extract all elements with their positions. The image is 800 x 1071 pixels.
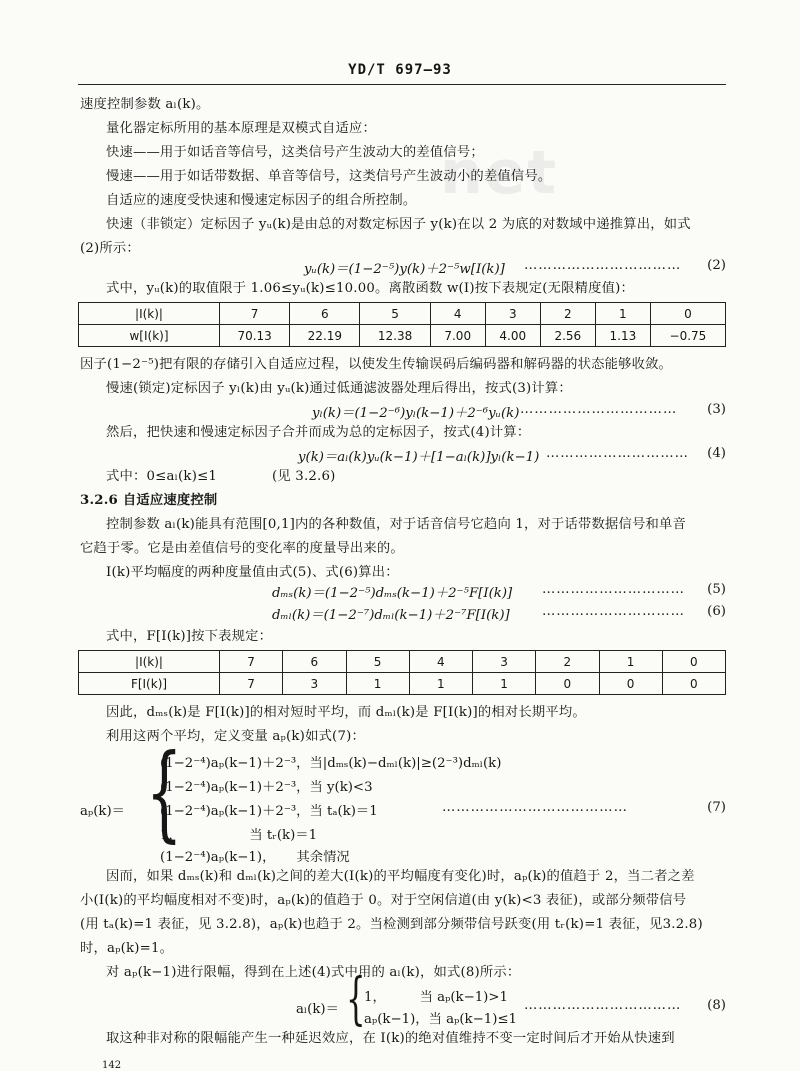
table-cell: 0 (599, 673, 662, 695)
table-cell: 3 (283, 673, 346, 695)
table-cell: 4.00 (485, 325, 540, 347)
table-cell: 2 (540, 303, 595, 325)
para-slow-factor: 慢速(锁定)定标因子 yₗ(k)由 yᵤ(k)通过低通滤波器处理后得出，按式(3)计算： (106, 381, 572, 396)
table-row (79, 325, 726, 347)
page-header: YD/T 697—93 (348, 62, 452, 78)
para-thus-3: (用 tₐ(k)=1 表征，见 3.2.8)，aₚ(k)也趋于 2。当检测到部分频带信号跃变(用 tᵣ(k)=1 表征，见3.2.8) (80, 917, 703, 932)
table-cell: 0 (536, 673, 599, 695)
table-cell: 2 (536, 651, 599, 673)
para-speed-control: 自适应的速度受快速和慢速定标因子的组合所控制。 (106, 193, 417, 208)
equation-7-number: (7) (707, 800, 726, 815)
table-cell: |I(k)| (79, 303, 220, 325)
table-cell: 6 (283, 651, 346, 673)
para-slow: 慢速——用于如话带数据、单音等信号，这类信号产生波动小的差值信号。 (106, 169, 552, 184)
equation-7-case: (1−2⁻⁴)aₚ(k−1)， 其余情况 (160, 850, 350, 865)
table-cell: 1 (473, 673, 536, 695)
para-short-long-avg: 因此，dₘₛ(k)是 F[I(k)]的相对短时平均，而 dₘₗ(k)是 F[I(k)]的相对长期平均。 (106, 705, 586, 720)
para-thus-4: 时，aₚ(k)=1。 (80, 941, 174, 956)
equation-8-leader: …………………………… (524, 998, 682, 1013)
para-convergence: 因子(1−2⁻⁵)把有限的存储引入自适应过程，以使发生传输误码后编码器和解码器的状态能够收敛。 (80, 357, 673, 372)
table-row (79, 651, 726, 673)
table-cell: 4 (409, 651, 472, 673)
equation-5: dₘₛ(k)＝(1−2⁻⁵)dₘₛ(k−1)＋2⁻⁵F[I(k)] (272, 586, 513, 601)
equation-7-leader: ………………………………… (442, 800, 628, 815)
equation-8-case: aₚ(k−1)，当 aₚ(k−1)≤1 (364, 1012, 517, 1027)
equation-7-case: (1−2⁻⁴)aₚ(k−1)＋2⁻³，当|dₘₛ(k)−dₘₗ(k)|≥(2⁻³)dₘₗ(k) (160, 756, 502, 771)
table-cell: 1.13 (595, 325, 650, 347)
table-cell: 5 (346, 651, 409, 673)
para-control-param-cont: 它趋于零。它是由差值信号的变化率的度量导出来的。 (80, 541, 404, 556)
para-limit: 对 aₚ(k−1)进行限幅，得到在上述(4)式中用的 aₗ(k)，如式(8)所示： (106, 965, 521, 980)
table-cell: 4 (430, 303, 485, 325)
table-cell: 7.00 (430, 325, 485, 347)
para-define-ap: 利用这两个平均，定义变量 aₚ(k)如式(7)： (106, 729, 365, 744)
equation-3: yₗ(k)＝(1−2⁻⁶)yₗ(k−1)＋2⁻⁶yᵤ(k) (312, 406, 520, 421)
equation-8-case: 1， 当 aₚ(k−1)>1 (364, 990, 508, 1005)
page-number: 142 (102, 1060, 122, 1071)
para-see-ref: (见 3.2.6) (272, 469, 336, 484)
table-cell: 2.56 (540, 325, 595, 347)
table-cell: 3 (485, 303, 540, 325)
equation-6-number: (6) (707, 604, 726, 619)
table-cell: −0.75 (650, 325, 725, 347)
section-heading: 3.2.6 自适应速度控制 (80, 493, 218, 508)
table-cell: 6 (290, 303, 360, 325)
equation-7-lhs: aₚ(k)＝ (80, 804, 125, 819)
table-cell: 70.13 (220, 325, 290, 347)
table-cell: 12.38 (360, 325, 430, 347)
para-fast: 快速——用于如话音等信号，这类信号产生波动大的差值信号； (106, 145, 484, 160)
table-cell: 7 (220, 651, 283, 673)
para-control-param: 控制参数 aₗ(k)能具有范围[0,1]内的各种数值，对于话音信号它趋向 1，对于话带数据信号和单音 (106, 517, 687, 532)
para-fast-factor-cont: (2)所示： (80, 241, 140, 256)
equation-8-brace: { (346, 967, 366, 1032)
para-avg-measures: I(k)平均幅度的两种度量值由式(5)、式(6)算出： (106, 565, 399, 580)
equation-2-number: (2) (707, 258, 726, 273)
para-asymmetric-limit: 取这种非对称的限幅能产生一种延迟效应，在 I(k)的绝对值维持不变一定时间后才开始从快速到 (106, 1031, 675, 1046)
equation-3-leader: …………………………… (520, 402, 678, 417)
table-cell: 7 (220, 303, 290, 325)
para-combine: 然后，把快速和慢速定标因子合并而成为总的定标因子，按式(4)计算： (106, 425, 531, 440)
table-cell: 1 (599, 651, 662, 673)
equation-7-case: (1−2⁻⁴)aₚ(k−1)＋2⁻³，当 tₐ(k)＝1 (160, 804, 378, 819)
para-fast-factor: 快速（非锁定）定标因子 yᵤ(k)是由总的对数定标因子 y(k)在以 2 为底的对数域中递推算出，如式 (106, 217, 691, 232)
para-range: 式中，yᵤ(k)的取值限于 1.06≤yᵤ(k)≤10.00。离散函数 w(I)按下表规定(无限精度值)： (106, 281, 635, 296)
table-row (79, 673, 726, 695)
equation-6: dₘₗ(k)＝(1−2⁻⁷)dₘₗ(k−1)＋2⁻⁷F[I(k)] (272, 608, 510, 623)
table-cell: |I(k)| (79, 651, 220, 673)
equation-7-case: (1−2⁻⁴)aₚ(k−1)＋2⁻³，当 y(k)<3 (160, 780, 373, 795)
para-thus: 因而，如果 dₘₛ(k)和 dₘₗ(k)之间的差大(I(k)的平均幅度有变化)时，aₚ(k)的值趋于 2，当二者之差 (106, 869, 695, 884)
para-thus-2: 小(I(k)的平均幅度相对不变)时，aₚ(k)的值趋于 0。对于空闲信道(由 y(k)<3 表征)，或部分频带信号 (80, 893, 687, 908)
table-cell: w[I(k)] (79, 325, 220, 347)
para-where: 式中：0≤aₗ(k)≤1 (106, 469, 218, 484)
equation-4-leader: ………………………… (546, 446, 689, 461)
equation-4: y(k)＝aₗ(k)yᵤ(k−1)＋[1−aₗ(k)]yₗ(k−1) (298, 450, 540, 465)
para-f-table-intro: 式中，F[I(k)]按下表规定： (106, 629, 273, 644)
table-cell: F[I(k)] (79, 673, 220, 695)
equation-3-number: (3) (707, 402, 726, 417)
equation-8-number: (8) (707, 998, 726, 1013)
table-cell: 3 (473, 651, 536, 673)
table-cell: 22.19 (290, 325, 360, 347)
equation-7-brace: { (146, 731, 183, 853)
equation-2-leader: …………………………… (524, 258, 682, 273)
equation-2: yᵤ(k)＝(1−2⁻⁵)y(k)＋2⁻⁵w[I(k)] (304, 262, 505, 277)
equation-5-number: (5) (707, 582, 726, 597)
equation-5-leader: ………………………… (542, 582, 685, 597)
table-cell: 1 (595, 303, 650, 325)
para-principle: 量化器定标所用的基本原理是双模式自适应： (106, 121, 376, 136)
table-w-function (78, 302, 726, 347)
equation-8-lhs: aₗ(k)＝ (296, 1002, 339, 1017)
equation-4-number: (4) (707, 446, 726, 461)
equation-6-leader: ………………………… (542, 604, 685, 619)
para-speed-param: 速度控制参数 aₗ(k)。 (80, 97, 210, 112)
header-rule (78, 84, 726, 85)
table-row (79, 303, 726, 325)
table-f-function (78, 650, 726, 695)
table-cell: 0 (650, 303, 725, 325)
table-cell: 0 (662, 651, 725, 673)
table-cell: 1 (409, 673, 472, 695)
table-cell: 0 (662, 673, 725, 695)
table-cell: 1 (346, 673, 409, 695)
watermark: net (440, 138, 559, 208)
table-cell: 7 (220, 673, 283, 695)
table-cell: 5 (360, 303, 430, 325)
equation-7-case: 1， 当 tᵣ(k)＝1 (160, 828, 318, 843)
